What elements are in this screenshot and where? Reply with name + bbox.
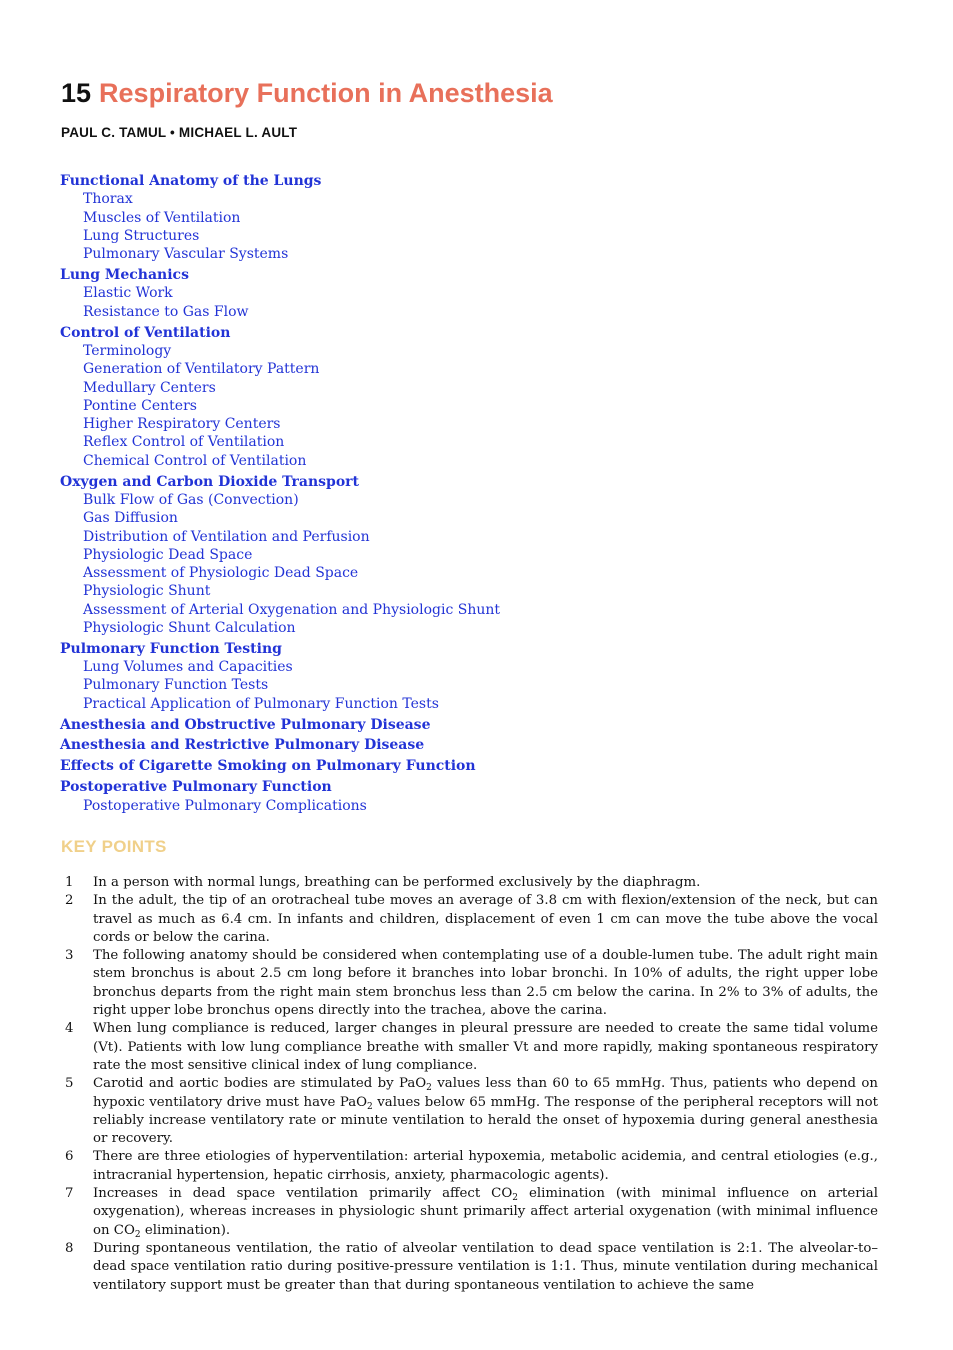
chapter-name: Respiratory Function in Anesthesia bbox=[99, 78, 553, 108]
key-points-list bbox=[60, 874, 878, 1295]
key-point-number: 3 bbox=[65, 948, 74, 964]
key-point-text: There are three etiologies of hyperventilation: arterial hypoxemia, metabolic acidemia, and central etiologies (e.g., intracranial hypertension, hepatic cirrhosis, anxiety, pharmacologic agents). bbox=[93, 1149, 878, 1183]
toc-sublink-generation-of-ventilatory-pattern[interactable]: Generation of Ventilatory Pattern bbox=[83, 361, 320, 378]
toc-sublink-higher-respiratory-centers[interactable]: Higher Respiratory Centers bbox=[83, 416, 281, 433]
table-of-contents bbox=[60, 172, 920, 815]
toc-sublink-distribution-of-ventilation-and-perfusion[interactable]: Distribution of Ventilation and Perfusion bbox=[83, 528, 370, 545]
key-point-number: 5 bbox=[65, 1076, 74, 1092]
chapter-authors: PAUL C. TAMUL • MICHAEL L. AULT bbox=[61, 125, 298, 140]
toc-link-effects-of-cigarette-smoking-on-pulmonary-function[interactable]: Effects of Cigarette Smoking on Pulmonary Function bbox=[60, 758, 476, 775]
toc-link-oxygen-and-carbon-dioxide-transport[interactable]: Oxygen and Carbon Dioxide Transport bbox=[60, 473, 360, 490]
toc-link-postoperative-pulmonary-function[interactable]: Postoperative Pulmonary Function bbox=[60, 779, 332, 796]
key-point-item bbox=[60, 1240, 878, 1295]
key-point-item bbox=[60, 874, 878, 892]
toc-sublink-postoperative-pulmonary-complications[interactable]: Postoperative Pulmonary Complications bbox=[83, 797, 367, 814]
toc-sublink-practical-application-of-pulmonary-function-tests[interactable]: Practical Application of Pulmonary Function Tests bbox=[83, 695, 439, 712]
toc-link-functional-anatomy-of-the-lungs[interactable]: Functional Anatomy of the Lungs bbox=[60, 173, 322, 189]
toc-sublink-medullary-centers[interactable]: Medullary Centers bbox=[83, 379, 216, 396]
key-point-text: In a person with normal lungs, breathing can be performed exclusively by the diaphragm. bbox=[93, 875, 701, 890]
key-point-number: 1 bbox=[65, 875, 74, 890]
toc-section-pulmonary-function-testing bbox=[60, 640, 920, 713]
key-point-text: In the adult, the tip of an orotracheal tube moves an average of 3.8 cm with flexion/extension of the neck, but can travel as much as 6.4 cm. In infants and children, displacement of even 1 cm can move the tube above the vocal cords or below the carina. bbox=[93, 893, 878, 945]
key-point-item bbox=[60, 1075, 878, 1148]
key-points-heading: KEY POINTS bbox=[61, 837, 167, 856]
toc-sublink-assessment-of-physiologic-dead-space[interactable]: Assessment of Physiologic Dead Space bbox=[83, 565, 359, 582]
toc-section-functional-anatomy-of-the-lungs bbox=[60, 172, 920, 264]
toc-link-lung-mechanics[interactable]: Lung Mechanics bbox=[60, 267, 189, 284]
key-point-item bbox=[60, 1185, 878, 1240]
key-point-text: The following anatomy should be considered when contemplating use of a double-lumen tube. The adult right main stem bronchus is about 2.5 cm long before it branches into lobar bronchi. In 10% of adults, the right upper lobe bronchus departs from the right main stem bronchus less than 2.5 cm below the carina. In 2% to 3% of adults, the right upper lobe bronchus opens directly into the trachea, above the carina. bbox=[93, 948, 878, 1019]
toc-section-postoperative-pulmonary-function bbox=[60, 778, 920, 815]
key-point-number: 2 bbox=[65, 893, 74, 909]
key-point-item bbox=[60, 1148, 878, 1185]
toc-link-pulmonary-function-testing[interactable]: Pulmonary Function Testing bbox=[60, 640, 282, 657]
toc-section-effects-of-cigarette-smoking-on-pulmonary-function bbox=[60, 757, 920, 775]
toc-sublink-physiologic-shunt[interactable]: Physiologic Shunt bbox=[83, 583, 211, 600]
toc-link-anesthesia-and-restrictive-pulmonary-disease[interactable]: Anesthesia and Restrictive Pulmonary Disease bbox=[60, 737, 425, 754]
toc-link-control-of-ventilation[interactable]: Control of Ventilation bbox=[60, 324, 231, 341]
key-point-item bbox=[60, 947, 878, 1020]
toc-sublink-elastic-work[interactable]: Elastic Work bbox=[83, 285, 173, 302]
toc-link-anesthesia-and-obstructive-pulmonary-disease[interactable]: Anesthesia and Obstructive Pulmonary Disease bbox=[60, 716, 431, 733]
toc-sublink-pulmonary-function-tests[interactable]: Pulmonary Function Tests bbox=[83, 677, 269, 694]
key-point-text: During spontaneous ventilation, the ratio of alveolar ventilation to dead space ventilation is 2:1. The alveolar-to–dead space ventilation ratio during positive-pressure ventilation is 1:1. Thus, minute ventilation during mechanical ventilatory support must be greater than that during spontaneous ventilation to achieve the same bbox=[93, 1240, 878, 1293]
toc-section-anesthesia-and-obstructive-pulmonary-disease bbox=[60, 716, 920, 734]
toc-section-lung-mechanics bbox=[60, 266, 920, 321]
key-point-number: 4 bbox=[65, 1021, 74, 1037]
key-point-number: 6 bbox=[65, 1149, 74, 1165]
key-point-item bbox=[60, 892, 878, 947]
toc-sublink-physiologic-dead-space[interactable]: Physiologic Dead Space bbox=[83, 546, 253, 563]
toc-sublink-chemical-control-of-ventilation[interactable]: Chemical Control of Ventilation bbox=[83, 452, 307, 469]
toc-sublink-lung-structures[interactable]: Lung Structures bbox=[83, 227, 200, 244]
toc-section-oxygen-and-carbon-dioxide-transport bbox=[60, 473, 920, 638]
toc-sublink-pulmonary-vascular-systems[interactable]: Pulmonary Vascular Systems bbox=[83, 246, 289, 263]
toc-sublink-thorax[interactable]: Thorax bbox=[83, 191, 133, 208]
key-point-text: Increases in dead space ventilation primarily affect $CO_2$ elimination (with minimal influence on arterial oxygenation), whereas increases in physiologic shunt primarily affect arterial oxygenation (with minimal influence on $CO_2$ elimination). bbox=[93, 1186, 878, 1240]
toc-sublink-lung-volumes-and-capacities[interactable]: Lung Volumes and Capacities bbox=[83, 659, 293, 676]
toc-sublink-muscles-of-ventilation[interactable]: Muscles of Ventilation bbox=[83, 209, 241, 226]
key-point-number: 7 bbox=[65, 1186, 74, 1202]
chapter-number: 15 bbox=[61, 78, 92, 108]
key-point-number: 8 bbox=[65, 1240, 74, 1256]
toc-sublink-reflex-control-of-ventilation[interactable]: Reflex Control of Ventilation bbox=[83, 434, 285, 451]
toc-sublink-terminology[interactable]: Terminology bbox=[83, 342, 172, 359]
toc-sublink-assessment-of-arterial-oxygenation-and-physiologic-shunt[interactable]: Assessment of Arterial Oxygenation and Physiologic Shunt bbox=[83, 601, 501, 618]
key-point-text: Carotid and aortic bodies are stimulated by PaO$_2$ values less than 60 to 65 mmHg. Thus, patients who depend on hypoxic ventilatory drive must have PaO$_2$ values below 65 mmHg. The response of the peripheral receptors will not reliably increase ventilatory rate or minute ventilation to herald the onset of hypoxemia during general anesthesia or recovery. bbox=[93, 1076, 878, 1147]
toc-sublink-bulk-flow-of-gas-convection[interactable]: Bulk Flow of Gas (Convection) bbox=[83, 491, 299, 508]
key-point-item bbox=[60, 1020, 878, 1075]
toc-sublink-gas-diffusion[interactable]: Gas Diffusion bbox=[83, 510, 178, 527]
toc-sublink-pontine-centers[interactable]: Pontine Centers bbox=[83, 397, 197, 414]
toc-sublink-physiologic-shunt-calculation[interactable]: Physiologic Shunt Calculation bbox=[83, 620, 296, 636]
toc-section-control-of-ventilation bbox=[60, 324, 920, 470]
toc-section-anesthesia-and-restrictive-pulmonary-disease bbox=[60, 736, 920, 754]
toc-sublink-resistance-to-gas-flow[interactable]: Resistance to Gas Flow bbox=[83, 303, 249, 320]
key-point-text: When lung compliance is reduced, larger changes in pleural pressure are needed to create the same tidal volume (Vt). Patients with low lung compliance breathe with smaller Vt and more rapidly, making spontaneous respiratory rate the most sensitive clinical index of lung compliance. bbox=[93, 1021, 878, 1073]
chapter-title bbox=[61, 76, 553, 110]
